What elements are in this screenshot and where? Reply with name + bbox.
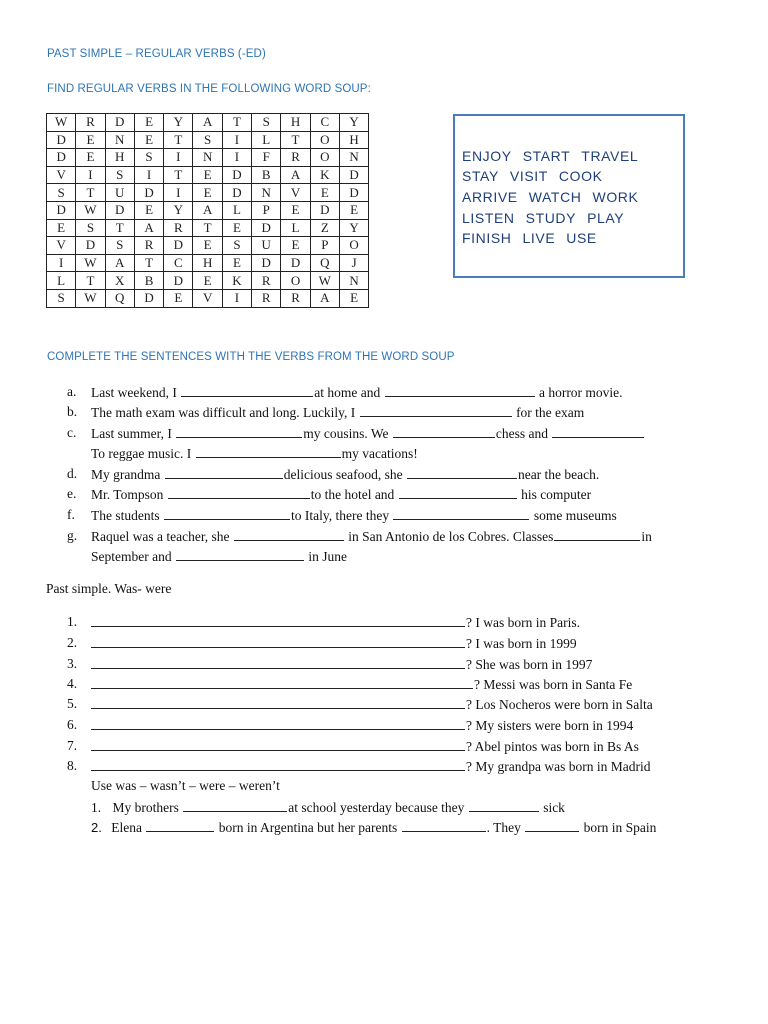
sentence-g: g. Raquel was a teacher, she in San Antonio de los Cobres. Classes in [67, 528, 652, 544]
grid-cell: E [193, 272, 222, 290]
grid-cell: S [105, 237, 134, 255]
grid-cell: D [222, 166, 251, 184]
grid-cell: I [164, 149, 193, 167]
grid-cell: R [281, 149, 310, 167]
question-number: 1. [67, 614, 78, 629]
grid-cell: E [222, 219, 251, 237]
grid-cell: I [76, 166, 105, 184]
grid-cell: U [252, 237, 281, 255]
grid-cell: D [164, 272, 193, 290]
word-list-item: ARRIVE [462, 189, 518, 205]
question-line [67, 758, 650, 775]
sentence-d: d. My grandma delicious seafood, she near the beach. [67, 466, 600, 482]
grid-cell: S [134, 149, 163, 167]
question-number: 8. [67, 758, 78, 773]
question-number: 7. [67, 738, 78, 753]
grid-row [47, 131, 369, 149]
use-heading: Use was – wasn’t – were – weren’t [91, 778, 280, 793]
grid-cell: C [310, 114, 339, 132]
grid-row [47, 201, 369, 219]
word-list-item: STAY [462, 168, 499, 184]
question-number: 3. [67, 656, 78, 671]
use-item-2: 2. Elena born in Argentina but her parents . They born in Spain [91, 820, 657, 835]
question-number: 5. [67, 696, 78, 711]
grid-cell: D [310, 201, 339, 219]
question-blank[interactable] [91, 635, 465, 648]
grid-cell: R [76, 114, 105, 132]
grid-cell: I [134, 166, 163, 184]
grid-cell: T [281, 131, 310, 149]
question-answer: ? My grandpa was born in Madrid [466, 759, 651, 774]
grid-cell: E [76, 131, 105, 149]
grid-cell: D [47, 201, 76, 219]
question-number: 6. [67, 717, 78, 732]
grid-cell: T [134, 254, 163, 272]
grid-cell: P [252, 201, 281, 219]
use-item-1: 1. My brothers at school yesterday because they sick [91, 800, 565, 815]
word-list-item: COOK [558, 168, 603, 184]
grid-cell: S [47, 289, 76, 307]
grid-cell: T [105, 219, 134, 237]
word-list-row [462, 168, 614, 184]
grid-cell: S [222, 237, 251, 255]
grid-cell: O [310, 131, 339, 149]
grid-cell: E [310, 184, 339, 202]
grid-cell: E [281, 237, 310, 255]
grid-cell: L [281, 219, 310, 237]
word-list-row [462, 148, 649, 164]
grid-cell: W [47, 114, 76, 132]
grid-cell: T [76, 272, 105, 290]
grid-cell: N [193, 149, 222, 167]
grid-cell: T [76, 184, 105, 202]
grid-cell: A [310, 289, 339, 307]
grid-cell: E [164, 289, 193, 307]
question-answer: ? Abel pintos was born in Bs As [466, 739, 639, 754]
soup-heading: FIND REGULAR VERBS IN THE FOLLOWING WORD SOUP: [47, 83, 371, 95]
question-number: 2. [67, 635, 78, 650]
grid-cell: D [76, 237, 105, 255]
grid-cell: B [252, 166, 281, 184]
question-blank[interactable] [91, 676, 473, 689]
grid-cell: D [339, 184, 368, 202]
grid-cell: D [339, 166, 368, 184]
grid-cell: S [76, 219, 105, 237]
grid-cell: F [252, 149, 281, 167]
grid-cell: B [134, 272, 163, 290]
grid-cell: D [252, 254, 281, 272]
grid-cell: N [339, 272, 368, 290]
answer-blank[interactable] [183, 799, 287, 812]
word-list-item: STUDY [525, 210, 577, 226]
answer-blank[interactable] [385, 384, 535, 397]
answer-blank[interactable] [552, 425, 644, 438]
grid-row [47, 289, 369, 307]
grid-cell: E [134, 131, 163, 149]
answer-blank[interactable] [469, 799, 539, 812]
question-blank[interactable] [91, 758, 465, 771]
grid-cell: L [222, 201, 251, 219]
grid-cell: O [339, 237, 368, 255]
grid-cell: I [222, 131, 251, 149]
grid-cell: R [281, 289, 310, 307]
grid-cell: H [193, 254, 222, 272]
grid-row [47, 166, 369, 184]
word-list-item: WORK [592, 189, 639, 205]
question-line [67, 614, 580, 631]
word-list-item: WATCH [528, 189, 582, 205]
question-answer: ? My sisters were born in 1994 [466, 718, 634, 733]
word-list-item: START [522, 148, 571, 164]
grid-cell: E [134, 201, 163, 219]
page-title: PAST SIMPLE – REGULAR VERBS (-ED) [47, 48, 266, 60]
word-list-item: FINISH [462, 230, 512, 246]
word-list-item: VISIT [509, 168, 548, 184]
grid-cell: O [310, 149, 339, 167]
grid-cell: N [105, 131, 134, 149]
grid-cell: D [164, 237, 193, 255]
grid-row [47, 184, 369, 202]
grid-cell: E [193, 166, 222, 184]
sentence-e: e. Mr. Tompson to the hotel and his computer [67, 486, 592, 502]
grid-cell: Z [310, 219, 339, 237]
answer-blank[interactable] [525, 819, 579, 832]
answer-blank[interactable] [181, 384, 313, 397]
grid-cell: S [105, 166, 134, 184]
question-blank[interactable] [91, 717, 465, 730]
grid-cell: I [47, 254, 76, 272]
grid-cell: D [134, 184, 163, 202]
grid-cell: D [105, 114, 134, 132]
grid-cell: K [310, 166, 339, 184]
question-answer: ? I was born in Paris. [466, 615, 580, 630]
grid-cell: R [252, 289, 281, 307]
grid-cell: H [339, 131, 368, 149]
grid-cell: Y [164, 114, 193, 132]
sentence-g-cont: September and in June [91, 549, 347, 564]
question-line [67, 656, 592, 673]
answer-blank[interactable] [176, 425, 302, 438]
answer-blank[interactable] [234, 528, 344, 541]
grid-cell: V [281, 184, 310, 202]
question-answer: ? She was born in 1997 [466, 657, 593, 672]
grid-cell: K [222, 272, 251, 290]
grid-cell: H [105, 149, 134, 167]
question-line [67, 696, 653, 713]
question-line [67, 635, 577, 652]
grid-cell: V [47, 166, 76, 184]
answer-blank[interactable] [176, 548, 304, 561]
word-list-item: PLAY [587, 210, 625, 226]
grid-cell: S [47, 184, 76, 202]
answer-blank[interactable] [165, 466, 283, 479]
word-list-item: ENJOY [462, 148, 512, 164]
grid-cell: I [164, 184, 193, 202]
grid-cell: Q [105, 289, 134, 307]
grid-row [47, 272, 369, 290]
grid-cell: W [76, 289, 105, 307]
grid-cell: A [105, 254, 134, 272]
grid-cell: I [222, 289, 251, 307]
grid-cell: T [193, 219, 222, 237]
sentence-f: f. The students to Italy, there they some museums [67, 507, 617, 523]
grid-cell: E [76, 149, 105, 167]
answer-blank[interactable] [164, 507, 290, 520]
question-answer: ? Los Nocheros were born in Salta [466, 697, 653, 712]
grid-cell: H [281, 114, 310, 132]
answer-blank[interactable] [360, 404, 512, 417]
grid-cell: U [105, 184, 134, 202]
grid-cell: S [193, 131, 222, 149]
grid-cell: Y [164, 201, 193, 219]
word-list-row [462, 210, 635, 226]
grid-cell: E [47, 219, 76, 237]
grid-cell: L [252, 131, 281, 149]
grid-cell: E [222, 254, 251, 272]
grid-cell: T [164, 166, 193, 184]
grid-cell: P [310, 237, 339, 255]
word-list-item: USE [566, 230, 597, 246]
word-list-item: LIVE [522, 230, 556, 246]
grid-cell: S [252, 114, 281, 132]
grid-cell: E [339, 289, 368, 307]
sentence-c: c. Last summer, I my cousins. We chess and [67, 425, 645, 442]
question-number: 4. [67, 676, 78, 691]
grid-cell: W [76, 201, 105, 219]
grid-row [47, 219, 369, 237]
grid-cell: A [281, 166, 310, 184]
complete-heading: COMPLETE THE SENTENCES WITH THE VERBS FROM THE WORD SOUP [47, 351, 455, 363]
grid-row [47, 237, 369, 255]
question-blank[interactable] [91, 696, 465, 709]
grid-cell: Q [310, 254, 339, 272]
question-blank[interactable] [91, 738, 465, 751]
word-list-item: TRAVEL [581, 148, 639, 164]
answer-blank[interactable] [196, 445, 341, 458]
answer-blank[interactable] [407, 466, 517, 479]
grid-cell: E [134, 114, 163, 132]
grid-row [47, 254, 369, 272]
grid-cell: I [222, 149, 251, 167]
grid-cell: V [47, 237, 76, 255]
answer-blank[interactable] [393, 507, 529, 520]
grid-cell: A [134, 219, 163, 237]
grid-cell: D [47, 149, 76, 167]
grid-cell: D [47, 131, 76, 149]
question-line [67, 676, 632, 693]
grid-cell: D [105, 201, 134, 219]
word-list-row [462, 230, 608, 246]
grid-cell: O [281, 272, 310, 290]
answer-blank[interactable] [393, 425, 495, 438]
grid-cell: W [76, 254, 105, 272]
grid-cell: C [164, 254, 193, 272]
was-were-heading: Past simple. Was- were [46, 581, 172, 596]
sentence-b: b. The math exam was difficult and long. Luckily, I for the exam [67, 404, 585, 420]
word-list-item: LISTEN [462, 210, 515, 226]
sentence-a: a. Last weekend, I at home and a horror movie. [67, 384, 623, 400]
grid-cell: L [47, 272, 76, 290]
grid-row [47, 149, 369, 167]
grid-cell: X [105, 272, 134, 290]
grid-cell: D [222, 184, 251, 202]
grid-cell: N [339, 149, 368, 167]
grid-cell: V [193, 289, 222, 307]
grid-cell: R [134, 237, 163, 255]
grid-cell: J [339, 254, 368, 272]
grid-cell: Y [339, 219, 368, 237]
answer-blank[interactable] [168, 486, 310, 499]
question-answer: ? I was born in 1999 [466, 636, 577, 651]
grid-cell: D [252, 219, 281, 237]
grid-cell: W [310, 272, 339, 290]
grid-cell: D [134, 289, 163, 307]
word-soup-grid [46, 113, 369, 308]
answer-blank[interactable] [554, 528, 640, 541]
grid-cell: D [281, 254, 310, 272]
grid-cell: Y [339, 114, 368, 132]
question-blank[interactable] [91, 614, 465, 627]
grid-cell: E [281, 201, 310, 219]
grid-cell: R [252, 272, 281, 290]
grid-cell: E [193, 184, 222, 202]
answer-blank[interactable] [402, 819, 486, 832]
grid-cell: A [193, 114, 222, 132]
grid-cell: A [193, 201, 222, 219]
question-blank[interactable] [91, 656, 465, 669]
grid-cell: E [339, 201, 368, 219]
answer-blank[interactable] [399, 486, 517, 499]
grid-row [47, 114, 369, 132]
question-line [67, 717, 633, 734]
sentence-c-cont: To reggae music. I my vacations! [91, 446, 418, 461]
question-line [67, 738, 639, 755]
grid-cell: R [164, 219, 193, 237]
question-answer: ? Messi was born in Santa Fe [474, 677, 633, 692]
grid-cell: E [193, 237, 222, 255]
grid-cell: T [164, 131, 193, 149]
word-list-row [462, 189, 649, 205]
grid-cell: T [222, 114, 251, 132]
answer-blank[interactable] [146, 819, 214, 832]
grid-cell: N [252, 184, 281, 202]
